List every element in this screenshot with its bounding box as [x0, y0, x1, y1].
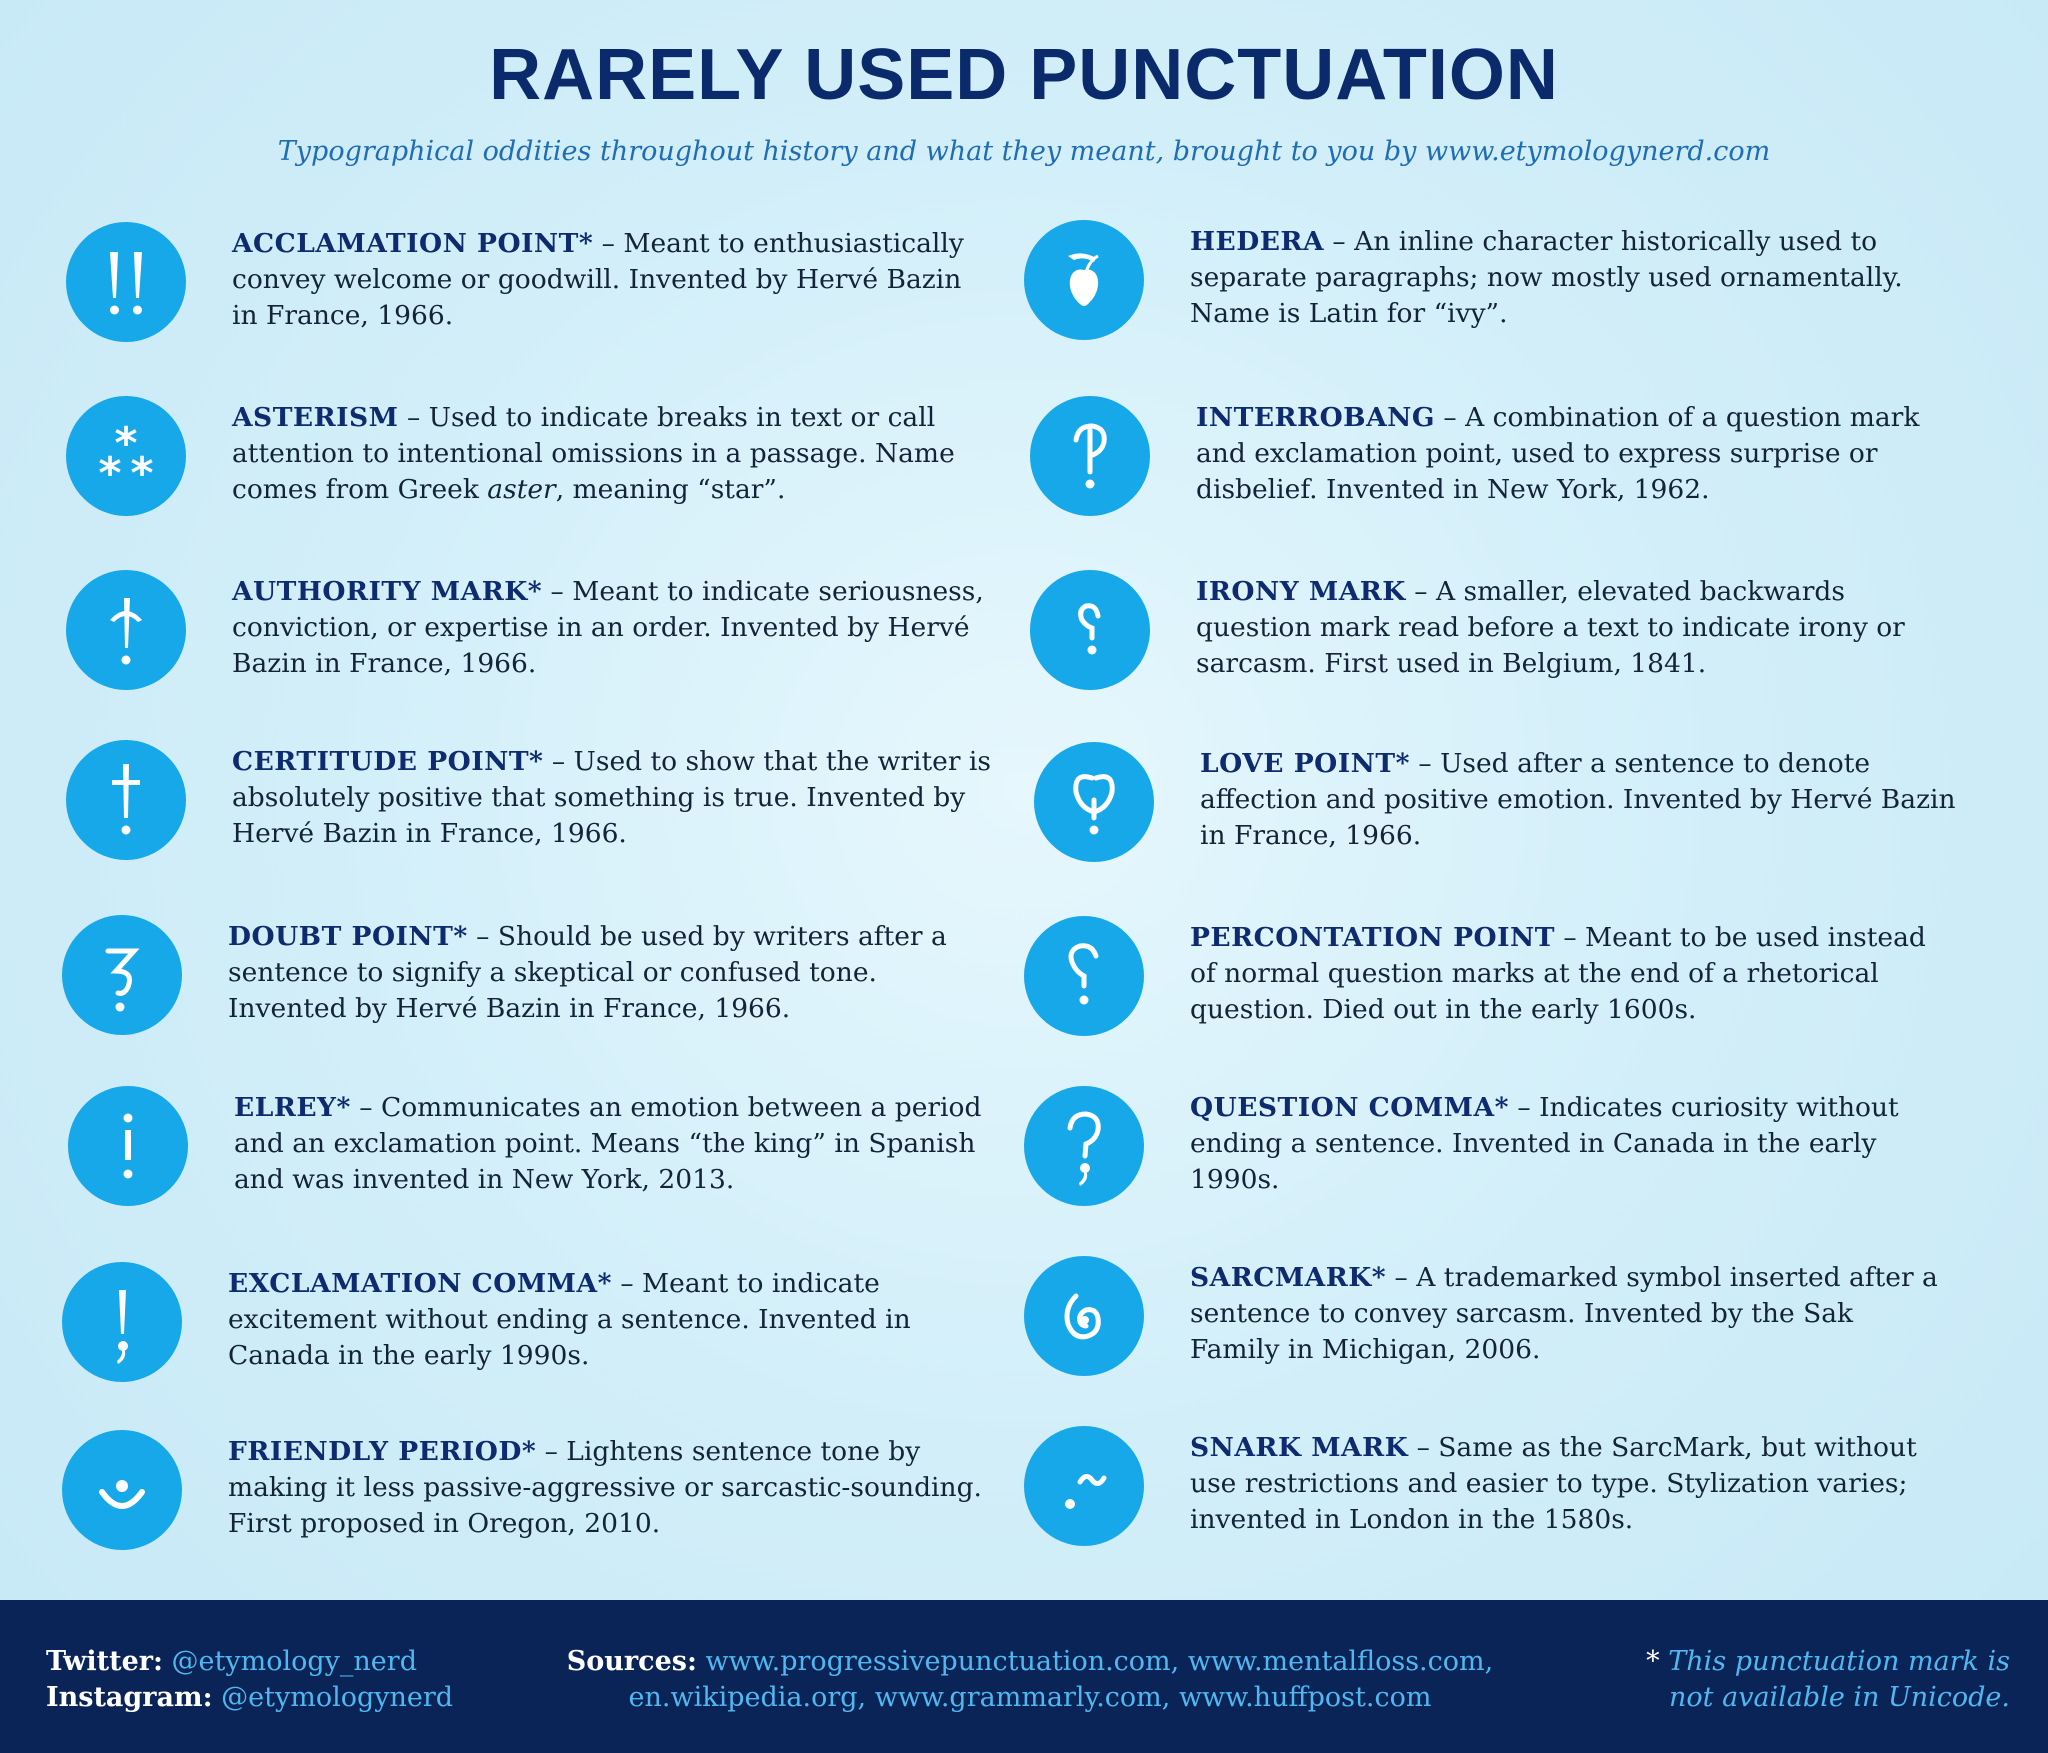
entry-name: QUESTION COMMA: [1190, 1092, 1495, 1123]
entry-text: EXCLAMATION COMMA* – Meant to indicate excitement without ending a sentence. Invented in Canada in the early 1990s.: [228, 1268, 911, 1371]
entry-name: EXCLAMATION COMMA: [228, 1268, 598, 1299]
footer: [0, 1600, 2048, 1753]
entry-name: LOVE POINT: [1200, 748, 1396, 779]
entry-name: IRONY MARK: [1196, 576, 1406, 607]
entry-desc: A smaller, elevated backwards question mark read before a text to indicate irony or sarcasm. First used in Belgium, 1841.: [1196, 576, 1905, 679]
sources-line-2[interactable]: en.wikipedia.org, www.grammarly.com, www.huffpost.com: [628, 1682, 1432, 1713]
entry-desc: A combination of a question mark and exclamation point, used to express surprise or disbelief. Invented in New York, 1962.: [1196, 402, 1920, 505]
entry-interrobang: [1030, 396, 2030, 546]
page-title: RARELY USED PUNCTUATION: [489, 35, 1559, 115]
snark-mark-icon: [1024, 1426, 1144, 1546]
entry-text: QUESTION COMMA* – Indicates curiosity without ending a sentence. Invented in Canada in the early 1990s.: [1190, 1092, 1899, 1195]
entry-text: HEDERA – An inline character historically used to separate paragraphs; now mostly used ornamentally. Name is Latin for “ivy”.: [1190, 226, 1903, 329]
exclamation-comma-icon: [62, 1262, 182, 1382]
entry-elrey: [68, 1086, 1068, 1236]
certitude-point-icon: [66, 740, 186, 860]
sources: Sources: www.progressivepunctuation.com, www.mentalfloss.com, en.wikipedia.org, www.grammarly.com, www.huffpost.com: [566, 1646, 1494, 1713]
entry-desc: Same as the SarcMark, but without use restrictions and easier to type. Stylization varies; invented in London in the 1580s.: [1190, 1432, 1917, 1535]
entry-desc: A trademarked symbol inserted after a sentence to convey sarcasm. Invented by the Sak Family in Michigan, 2006.: [1190, 1262, 1938, 1365]
entry-desc: Lightens sentence tone by making it less passive-aggressive or sarcastic-sounding. First proposed in Oregon, 2010.: [228, 1436, 982, 1539]
entry-text: INTERROBANG – A combination of a question mark and exclamation point, used to express surprise or disbelief. Invented in New York, 1962.: [1196, 402, 1920, 505]
entry-text: ACCLAMATION POINT* – Meant to enthusiastically convey welcome or goodwill. Invented by Hervé Bazin in France, 1966.: [232, 228, 964, 331]
doubt-point-icon: [62, 915, 182, 1035]
unicode-note: * This punctuation mark is not available in Unicode.: [1646, 1646, 2010, 1713]
entry-snark-mark: [1024, 1426, 2024, 1576]
entry-name: ASTERISM: [232, 402, 399, 433]
instagram-handle[interactable]: @etymologynerd: [221, 1682, 454, 1713]
question-comma-icon: [1024, 1086, 1144, 1206]
entry-name: FRIENDLY PERIOD: [228, 1436, 522, 1467]
entry-desc: Should be used by writers after a sentence to signify a skeptical or confused tone. Invented by Hervé Bazin in France, 1966.: [228, 921, 947, 1024]
entry-text: CERTITUDE POINT* – Used to show that the writer is absolutely positive that something is true. Invented by Hervé Bazin in France, 1966.: [232, 746, 992, 849]
entry-text: SARCMARK* – A trademarked symbol inserted after a sentence to convey sarcasm. Invented by the Sak Family in Michigan, 2006.: [1190, 1262, 1938, 1365]
entry-text: PERCONTATION POINT – Meant to be used instead of normal question marks at the end of a rhetorical question. Died out in the early 1600s.: [1190, 922, 1926, 1025]
entry-name: HEDERA: [1190, 226, 1324, 257]
entry-desc: Meant to indicate seriousness, conviction, or expertise in an order. Invented by Hervé Bazin in France, 1966.: [232, 576, 984, 679]
entry-text: ELREY* – Communicates an emotion between a period and an exclamation point. Means “the king” in Spanish and was invented in New York, 2013.: [234, 1092, 982, 1195]
entry-text: AUTHORITY MARK* – Meant to indicate seriousness, conviction, or expertise in an order. Invented by Hervé Bazin in France, 1966.: [232, 576, 984, 679]
twitter-handle[interactable]: @etymology_nerd: [171, 1646, 417, 1677]
friendly-period-icon: [62, 1430, 182, 1550]
entry-desc: Indicates curiosity without ending a sentence. Invented in Canada in the early 1990s.: [1190, 1092, 1899, 1195]
percontation-point-icon: [1024, 916, 1144, 1036]
hedera-icon: [1024, 220, 1144, 340]
entry-desc: Meant to be used instead of normal question marks at the end of a rhetorical question. Died out in the early 1600s.: [1190, 922, 1926, 1025]
authority-mark-icon: [66, 570, 186, 690]
entry-name: SNARK MARK: [1190, 1432, 1409, 1463]
svg-text:*: *: [130, 448, 154, 499]
entry-acclamation-point: [66, 222, 1066, 372]
entry-desc: An inline character historically used to separate paragraphs; now mostly used ornamentally. Name is Latin for “ivy”.: [1190, 226, 1903, 329]
asterism-icon: [66, 396, 186, 516]
entry-name: CERTITUDE POINT: [232, 746, 530, 777]
sarcmark-icon: [1024, 1256, 1144, 1376]
entry-love-point: [1034, 742, 2034, 892]
page-subtitle: Typographical oddities throughout history and what they meant, brought to you by www.etymologynerd.com: [277, 136, 1771, 167]
entry-text: DOUBT POINT* – Should be used by writers after a sentence to signify a skeptical or confused tone. Invented by Hervé Bazin in France, 1966.: [228, 921, 947, 1024]
irony-mark-icon: [1030, 570, 1150, 690]
entry-friendly-period: [62, 1430, 1062, 1580]
sources-line-1[interactable]: www.progressivepunctuation.com, www.mentalfloss.com,: [705, 1646, 1494, 1677]
entry-exclamation-comma: [62, 1262, 1062, 1412]
entry-desc: Used after a sentence to denote affection and positive emotion. Invented by Hervé Bazin in France, 1966.: [1200, 748, 1956, 851]
entry-name: ELREY: [234, 1092, 337, 1123]
entry-name: DOUBT POINT: [228, 921, 454, 952]
entry-desc: Meant to enthusiastically convey welcome or goodwill. Invented by Hervé Bazin in France, 1966.: [232, 228, 964, 331]
entry-question-comma: [1024, 1086, 2024, 1236]
entry-hedera: [1024, 220, 2024, 370]
entry-text: SNARK MARK – Same as the SarcMark, but without use restrictions and easier to type. Stylization varies; invented in London in the 1580s.: [1190, 1432, 1917, 1535]
entry-sarcmark: [1024, 1256, 2024, 1406]
love-point-icon: [1034, 742, 1154, 862]
entry-name: AUTHORITY MARK: [232, 576, 528, 607]
entry-text: ASTERISM – Used to indicate breaks in text or call attention to intentional omissions in a passage. Name comes from Greek aster, meaning “star”.: [232, 402, 955, 505]
acclamation-point-icon: [66, 222, 186, 342]
entry-desc: Communicates an emotion between a period and an exclamation point. Means “the king” in Spanish and was invented in New York, 2013.: [234, 1092, 982, 1195]
entry-asterism: [66, 396, 1066, 546]
entry-desc: Used to show that the writer is absolutely positive that something is true. Invented by Hervé Bazin in France, 1966.: [232, 746, 992, 849]
svg-text:*: *: [98, 448, 122, 499]
entry-text: FRIENDLY PERIOD* – Lightens sentence tone by making it less passive-aggressive or sarcastic-sounding. First proposed in Oregon, 2010.: [228, 1436, 982, 1539]
entry-percontation-point: [1024, 916, 2024, 1066]
entry-name: PERCONTATION POINT: [1190, 922, 1555, 953]
entry-text: LOVE POINT* – Used after a sentence to denote affection and positive emotion. Invented by Hervé Bazin in France, 1966.: [1200, 748, 1956, 851]
entry-desc: Meant to indicate excitement without ending a sentence. Invented in Canada in the early 1990s.: [228, 1268, 911, 1371]
svg-text:*: *: [114, 418, 138, 469]
entry-irony-mark: [1030, 570, 2030, 720]
entry-name: SARCMARK: [1190, 1262, 1372, 1293]
interrobang-icon: [1030, 396, 1150, 516]
entry-name: ACCLAMATION POINT: [232, 228, 579, 259]
entry-name: INTERROBANG: [1196, 402, 1435, 433]
entry-authority-mark: [66, 570, 1066, 720]
elrey-icon: [68, 1086, 188, 1206]
entry-text: IRONY MARK – A smaller, elevated backwards question mark read before a text to indicate irony or sarcasm. First used in Belgium, 1841.: [1196, 576, 1905, 679]
entry-certitude-point: [66, 740, 1066, 890]
entry-doubt-point: [62, 915, 1062, 1065]
social-links: Twitter: @etymology_nerd Instagram: @etymologynerd: [46, 1646, 454, 1713]
